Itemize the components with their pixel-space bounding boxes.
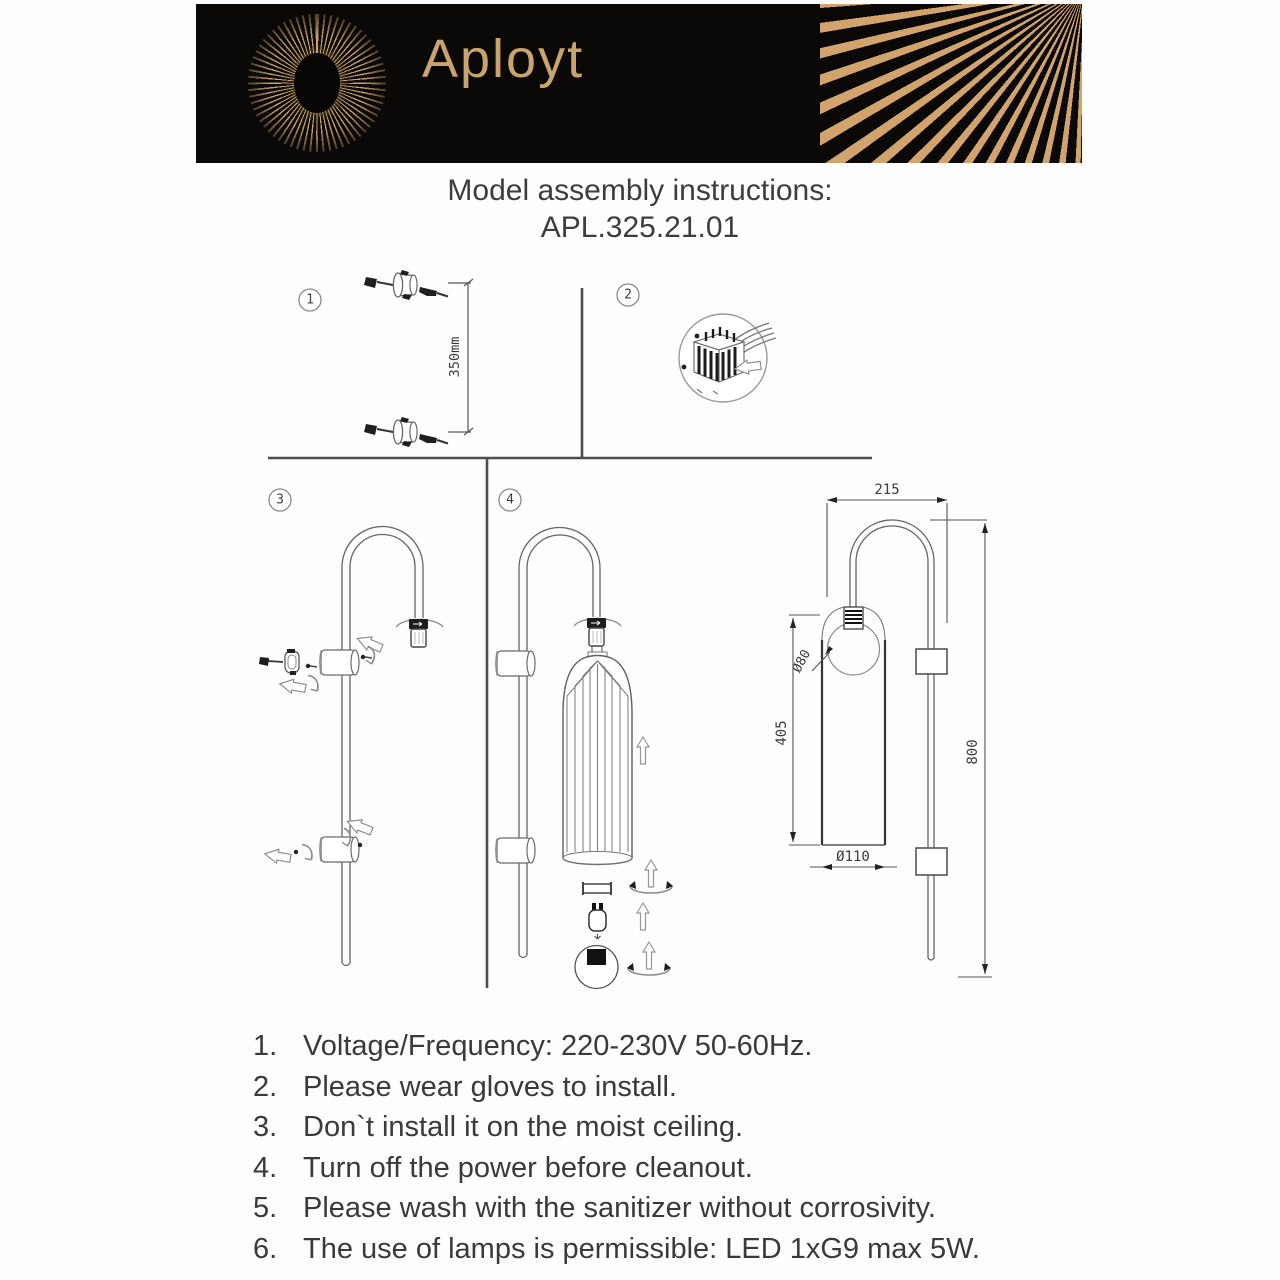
wall-plate-detail (259, 649, 317, 675)
step-4-badge: 4 (506, 492, 514, 508)
instructions-list (253, 1026, 1063, 1269)
dim-width-label: 215 (874, 482, 900, 498)
sunburst-logo-icon (248, 14, 386, 152)
instruction-text: Don`t install it on the moist ceiling. (303, 1111, 744, 1143)
dim-350mm-label: 350mm (447, 336, 463, 378)
sunburst-core (294, 53, 340, 113)
step2-drawing (679, 314, 776, 402)
step-1-badge: 1 (306, 292, 314, 308)
instruction-item (253, 1229, 1063, 1270)
step1-drawing (364, 270, 473, 447)
instruction-text: Voltage/Frequency: 220-230V 50-60Hz. (303, 1030, 813, 1062)
brand-text: Aployt (422, 29, 585, 89)
instruction-text: Turn off the power before cleanout. (303, 1151, 753, 1184)
step-3-badge: 3 (276, 492, 284, 508)
assembly-diagram (0, 255, 1280, 1015)
dim-height-label: 800 (965, 739, 981, 765)
dim-shade-diameter-label: Ø110 (836, 849, 870, 865)
instruction-item (253, 1188, 1063, 1229)
dimension-drawing (774, 482, 992, 977)
step3-drawing (259, 527, 443, 966)
corner-rays-icon (820, 4, 1082, 163)
instruction-number: 5. (253, 1192, 278, 1224)
instruction-item (253, 1067, 1063, 1108)
page-title (0, 172, 1280, 246)
dim-shade-height-label: 405 (774, 720, 790, 746)
title-line1: Model assembly instructions: (447, 174, 833, 207)
instruction-item (253, 1107, 1063, 1148)
instruction-text: Please wear gloves to install. (303, 1070, 677, 1103)
instruction-item (253, 1148, 1063, 1189)
instruction-number: 3. (253, 1111, 278, 1143)
step4-drawing (496, 528, 674, 989)
step-2-badge: 2 (624, 287, 632, 303)
instruction-number: 6. (253, 1232, 278, 1265)
instruction-text: Please wash with the sanitizer without corrosivity. (303, 1192, 936, 1224)
model-number: APL.325.21.01 (540, 211, 740, 244)
brand-banner (196, 4, 1082, 163)
dim-ball-label: Ø80 (789, 647, 815, 676)
instruction-number: 1. (253, 1030, 278, 1062)
instruction-item (253, 1026, 1063, 1067)
step-badges (269, 284, 639, 511)
instruction-number: 2. (253, 1070, 278, 1103)
instruction-text: The use of lamps is permissible: LED 1xG9 max 5W. (303, 1232, 980, 1265)
instruction-number: 4. (253, 1151, 278, 1184)
